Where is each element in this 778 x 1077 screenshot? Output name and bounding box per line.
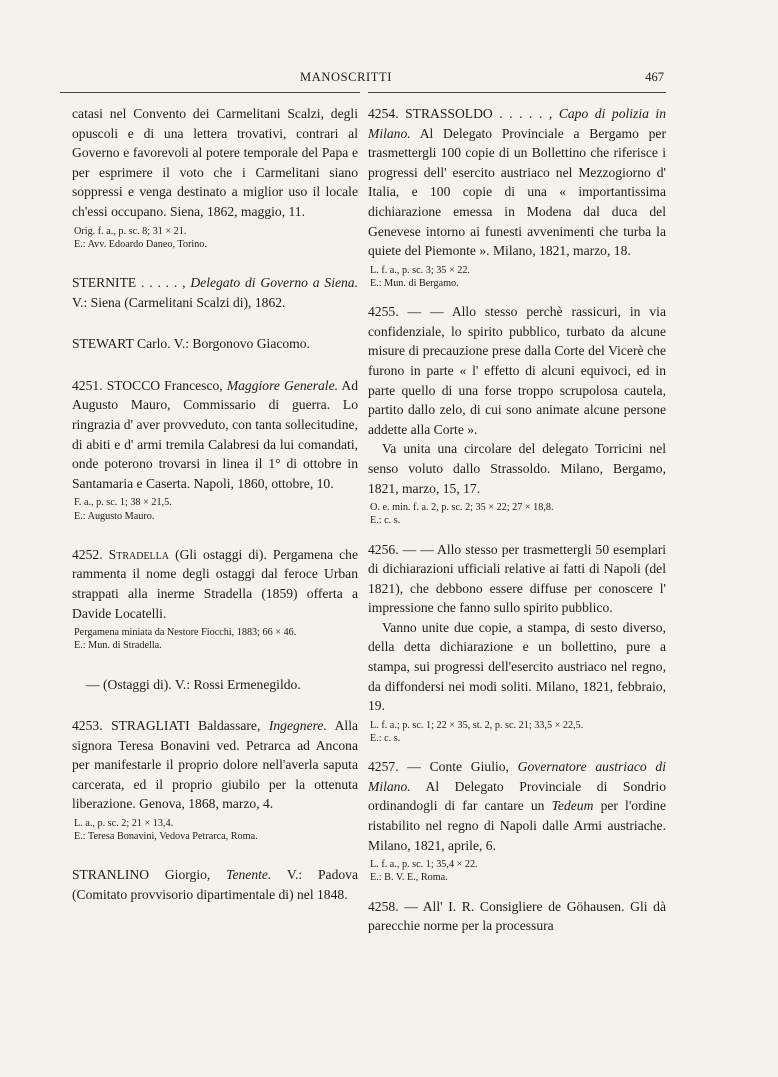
entry-text: 4256. — — Allo stesso per trasmettergli 50 esemplari di dichiarazioni ufficiali relative ai fatti di Napoli (del 1821), che debbono essere diffuse per conoscere l' impressione che fanno sullo spirito pubblico. [368, 541, 666, 616]
header-rule-left [60, 92, 360, 93]
entry-stranlino [72, 865, 358, 904]
entry-text: Alla signora Teresa Bonavini ved. Petrarca ad Ancona per manifestarle il proprio dolore nell'averla saputa carcerata, ed il proprio giubilo per la ottenuta liberazione. Genova, 1868, marzo, 4. [72, 718, 358, 812]
entry-title: Maggiore Generale. [226, 377, 339, 393]
entry-head: 4251. STOCCO Francesco, [72, 377, 223, 393]
entry-head: 4253. STRAGLIATI Baldassare, [72, 718, 261, 734]
entry-owner: E.: Mun. di Bergamo. [370, 277, 459, 289]
entry-text: Al Delegato Provinciale a Bergamo per trasmettergli 100 copie di un Bollettino che riferisce i progressi dell' esercito austriaco nel Mezzogiorno d' Italia, e 100 copie di una « importantissima dichiarazione emessa in Modena dal duca del Genevese intorno ai funesti avvenimenti che turba la quiete del Piemonte ». Milano, 1821, marzo, 18. [368, 125, 666, 259]
entry-owner: E.: Teresa Bonavini, Vedova Petrarca, Roma. [74, 831, 258, 843]
entry-title: Delegato di Governo a Siena. [190, 274, 358, 290]
entry-note: F. a., p. sc. 1; 38 × 21,5. [74, 497, 172, 509]
left-column [72, 104, 358, 905]
entry-text: 4258. — All' I. R. Consigliere de Göhausen. Gli dà parecchie norme per la processura [368, 898, 666, 934]
entry-text-2: Vanno unite due copie, a stampa, di sesto diverso, della detta dichiarazione e un bollettino, pure a stampa, sui progressi dell'esercito austriaco nel regno, da diffondersi nei modi soliti. Milano, 1821, febbraio, 19. [368, 619, 666, 714]
entry-text: (Gli ostaggi di). Pergamena che rammenta il nome degli ostaggi dal feroce Urban strappati alla inerme Stradella (1859) offerta a Davide Locatelli. [72, 546, 358, 621]
entry-text: 4255. — — Allo stesso perchè rassicuri, in via confidenziale, lo spirito pubblico, turbato da alcune misure di precauzione prese dalla Corte del Vicerè che furono in parte « l' effetto di alcuni equivoci, ed in parte quello di una forse troppo scrupolosa cautela, partito dallo zelo, di cui sono animate alcune persone addette alla Corte ». [368, 304, 666, 437]
entry-text-2: Va unita una circolare del delegato Torricini nel senso voluto dallo Strassoldo. Milano, Bergamo, 1821, marzo, 15, 17. [368, 441, 666, 496]
entry-stewart [72, 334, 358, 354]
entry-owner: E.: c. s. [370, 515, 401, 527]
entry-text: STEWART Carlo. V.: Borgonovo Giacomo. [72, 336, 310, 352]
entry-note: L. f. a., p. sc. 3; 35 × 22. [370, 264, 470, 276]
entry-note: L. f. a.; p. sc. 1; 22 × 35, st. 2, p. sc. 21; 33,5 × 22,5. [370, 719, 584, 731]
entry-note: L. f. a., p. sc. 1; 35,4 × 22. [370, 859, 478, 871]
entry-continued [72, 104, 358, 251]
entry-title: Capo di polizia in Milano. [368, 106, 667, 141]
entry-note: O. e. min. f. a. 2, p. sc. 2; 35 × 22; 27 × 18,8. [370, 502, 554, 514]
entry-sternite [72, 273, 358, 312]
entry-4257 [368, 757, 666, 884]
entry-4254 [368, 104, 666, 290]
running-head [0, 70, 778, 88]
entry-tedeum: Tedeum [551, 798, 594, 814]
entry-head: 4254. STRASSOLDO . . . . . , [368, 106, 553, 121]
entry-owner: E.: Mun. di Stradella. [74, 640, 162, 652]
entry-note: L. a., p. sc. 2; 21 × 13,4. [74, 818, 174, 830]
entry-ostaggi [72, 675, 358, 695]
entry-text-cont: per l'ordine ristabilito nel regno di Napoli dalle Armi austriache. Milano, 1821, aprile, 6. [368, 798, 667, 853]
entry-owner: E.: B. V. E., Roma. [370, 872, 448, 884]
entry-title: Tenente. [226, 867, 272, 883]
entry-4255 [368, 302, 666, 527]
entry-note: Pergamena miniata da Nestore Fiocchi, 1883; 66 × 46. [74, 627, 297, 639]
entry-note: Orig. f. a., p. sc. 8; 31 × 21. [74, 225, 187, 237]
entry-4251 [72, 376, 358, 523]
entry-4252 [72, 545, 358, 653]
entry-4253 [72, 716, 358, 843]
entry-title: Ingegnere. [268, 718, 327, 734]
entry-head: 4257. — Conte Giulio, [368, 759, 509, 775]
entry-text: V.: Padova (Comitato provvisorio dipartimentale di) nel 1848. [72, 867, 359, 903]
entry-name: Stradella [108, 546, 169, 562]
entry-4256 [368, 540, 666, 746]
entry-name: STERNITE . . . . . , [72, 274, 186, 290]
entry-owner: E.: c. s. [370, 733, 401, 745]
entry-name: STRANLINO Giorgio, [72, 867, 211, 883]
page-number: 467 [645, 70, 664, 84]
entry-text: — (Ostaggi di). V.: Rossi Ermenegildo. [86, 676, 301, 692]
header-rule-right [368, 92, 666, 93]
entry-text: Ad Augusto Mauro, Commissario di guerra. Lo ringrazia d' aver provveduto, con tanta sollecitudine, di abiti e d' armi tremila Calabresi da lui comandati, onde poterono trovarsi in linea il 1° di ottobre in Santamaria e Caserta. Napoli, 1860, ottobre, 10. [72, 377, 358, 491]
entry-4258 [368, 897, 666, 936]
entry-text: V.: Siena (Carmelitani Scalzi di), 1862. [72, 294, 286, 310]
running-title: MANOSCRITTI [300, 70, 393, 84]
entry-number: 4252. [72, 546, 103, 562]
entry-text: Al Delegato Provinciale di Sondrio ordinandogli di far cantare un [368, 778, 666, 814]
entry-owner: E.: Augusto Mauro. [74, 510, 155, 522]
entry-owner: E.: Avv. Edoardo Daneo, Torino. [74, 238, 207, 250]
entry-title: Governatore austriaco di Milano. [368, 759, 666, 794]
right-column [368, 104, 666, 936]
entry-text: catasi nel Convento dei Carmelitani Scalzi, degli opuscoli e di una lettera trovativi, contrari al Governo e favorevoli al potere temporale del Papa e per esprimere il voto che i Carmelitani siano soppressi e venga destinato a miglior uso il locale ch'essi occupano. Siena, 1862, maggio, 11. [72, 106, 358, 219]
